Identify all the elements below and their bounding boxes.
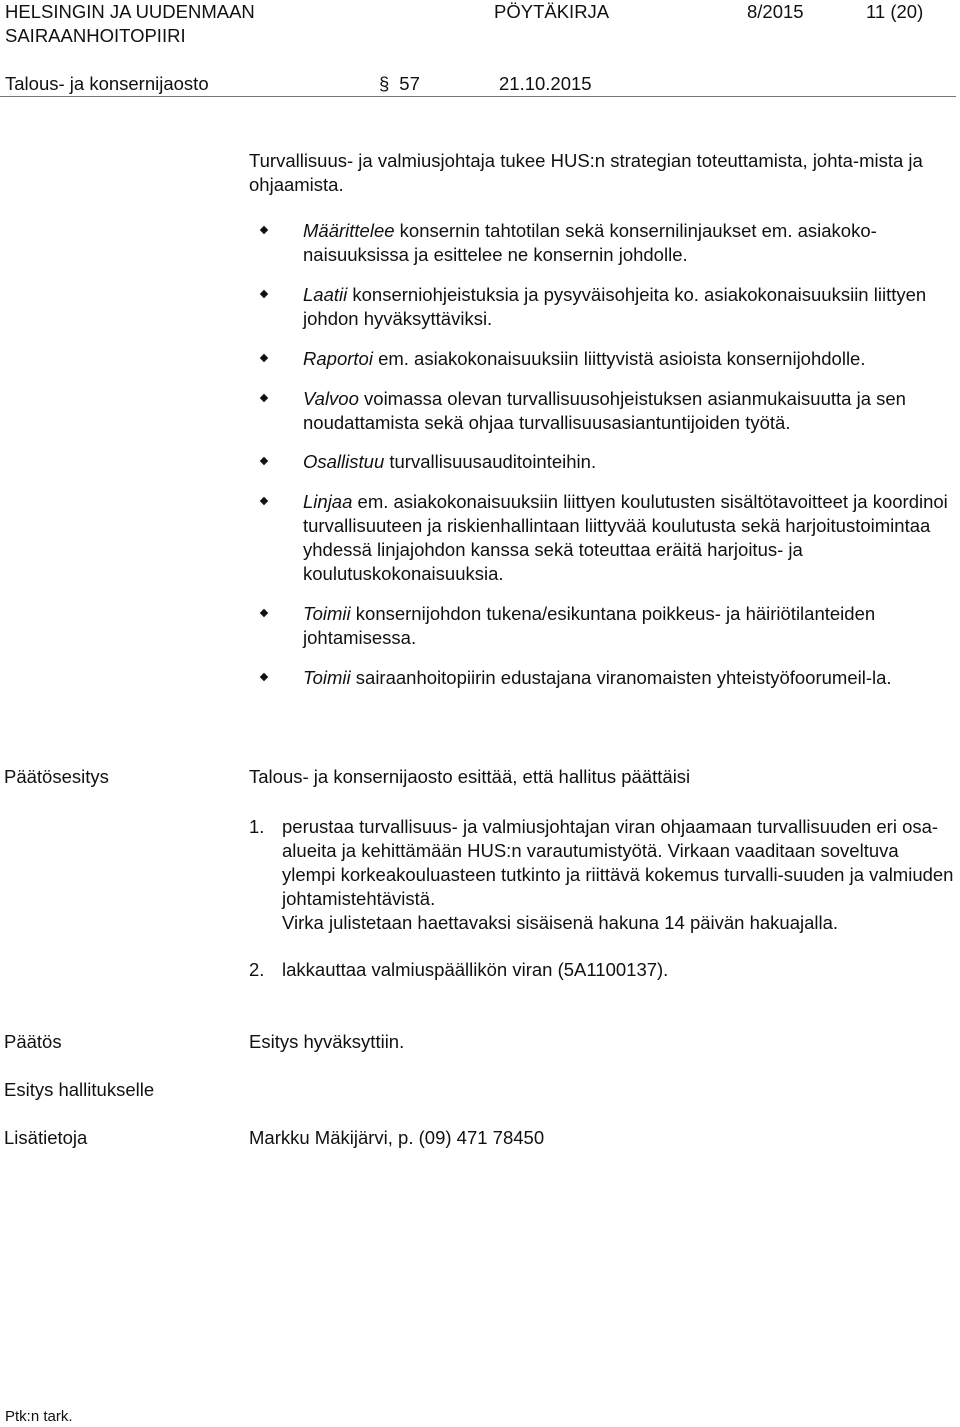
contact-label: Lisätietoja <box>4 1127 88 1148</box>
diamond-bullet-icon <box>260 673 268 681</box>
organization-name: HELSINGIN JA UUDENMAAN SAIRAANHOITOPIIRI <box>5 1 255 46</box>
duty-text: konsernijohdon tukena/esikuntana poikkeus- ja häiriötilanteiden johtamisessa. <box>303 603 876 648</box>
duty-text: konserniohjeistuksia ja pysyväisohjeita ko. asiakokonaisuuksiin liittyen johdon hyväksyttäviksi. <box>303 284 927 329</box>
duty-verb: Valvoo <box>303 388 359 409</box>
diamond-bullet-icon <box>260 354 268 362</box>
proposal-items <box>249 815 954 982</box>
document-number: 8/2015 <box>747 1 804 22</box>
proposal-label: Päätösesitys <box>4 766 109 787</box>
diamond-bullet-icon <box>260 609 268 617</box>
committee-name: Talous- ja konsernijaosto <box>5 73 209 94</box>
duties-list <box>249 219 954 690</box>
duty-verb: Linjaa <box>303 491 353 512</box>
list-item <box>249 347 954 371</box>
paragraph-ref <box>379 72 420 96</box>
document-type: PÖYTÄKIRJA <box>494 1 610 22</box>
duty-text: voimassa olevan turvallisuusohjeistuksen asianmukaisuutta ja sen noudattamista sekä ohjaa turvallisuusasiantuntijoiden työtä. <box>303 388 906 433</box>
item-text: lakkauttaa valmiuspäällikön viran (5A1100137). <box>282 959 669 980</box>
duty-verb: Määrittelee <box>303 220 395 241</box>
duty-text: sairaanhoitopiirin edustajana viranomaisten yhteistyöfoorumeil-la. <box>350 667 892 688</box>
decision-label: Päätös <box>4 1031 62 1052</box>
item-extra-text: Virka julistetaan haettavaksi sisäisenä hakuna 14 päivän hakuajalla. <box>282 912 839 933</box>
list-item <box>249 450 954 474</box>
intro-paragraph: Turvallisuus- ja valmiusjohtaja tukee HUS:n strategian toteuttamista, johta-mista ja ohjaamista. <box>249 150 923 195</box>
meeting-date: 21.10.2015 <box>499 73 592 94</box>
duty-text: konsernin tahtotilan sekä konsernilinjaukset em. asiakoko-naisuuksissa ja esittelee ne konsernin johdolle. <box>303 220 877 265</box>
decision-text: Esitys hyväksyttiin. <box>249 1031 405 1052</box>
duty-verb: Raportoi <box>303 348 373 369</box>
duty-text: em. asiakokonaisuuksiin liittyvistä asioista konsernijohdolle. <box>372 348 866 369</box>
list-item <box>249 387 954 435</box>
item-number: 1. <box>249 816 265 837</box>
diamond-bullet-icon <box>260 394 268 402</box>
duty-verb: Osallistuu <box>303 451 385 472</box>
board-proposal-label: Esitys hallitukselle <box>4 1079 155 1100</box>
list-item <box>249 602 954 650</box>
diamond-bullet-icon <box>260 226 268 234</box>
page-number: 11 (20) <box>866 1 924 22</box>
list-item <box>249 490 954 586</box>
diamond-bullet-icon <box>260 497 268 505</box>
duty-verb: Laatii <box>303 284 348 305</box>
list-item <box>249 283 954 331</box>
duty-verb: Toimii <box>303 667 351 688</box>
diamond-bullet-icon <box>260 457 268 465</box>
duty-text: em. asiakokonaisuuksiin liittyen koulutusten sisältötavoitteet ja koordinoi turvallisuuteen ja riskienhallintaan liittyvää koulutusta sekä harjoitustoimintaa yhdessä linjajohdon kanssa sekä toteuttaa eräitä harjoitus- ja koulutuskokonaisuuksia. <box>303 491 948 584</box>
header-divider <box>0 96 956 97</box>
diamond-bullet-icon <box>260 290 268 298</box>
paragraph-sign: § <box>379 73 390 94</box>
list-item <box>249 219 954 267</box>
duty-text: turvallisuusauditointeihin. <box>384 451 597 472</box>
paragraph-number: 57 <box>399 73 420 94</box>
list-item <box>249 666 954 690</box>
proposal-text: Talous- ja konsernijaosto esittää, että hallitus päättäisi <box>249 766 691 787</box>
footer-text: Ptk:n tark. <box>5 1408 73 1425</box>
contact-text: Markku Mäkijärvi, p. (09) 471 78450 <box>249 1127 545 1148</box>
proposal-item <box>249 815 954 935</box>
item-text: perustaa turvallisuus- ja valmiusjohtajan viran ohjaamaan turvallisuuden eri osa-alueita ja kehittämään HUS:n varautumistyötä. Virkaan vaaditaan soveltuva ylempi korkeakouluasteen tutkinto ja riittävä kokemus turvalli-suuden ja valmiuden johtamistehtävistä. <box>282 816 954 909</box>
duty-verb: Toimii <box>303 603 351 624</box>
item-number: 2. <box>249 959 265 980</box>
proposal-item <box>249 958 954 982</box>
